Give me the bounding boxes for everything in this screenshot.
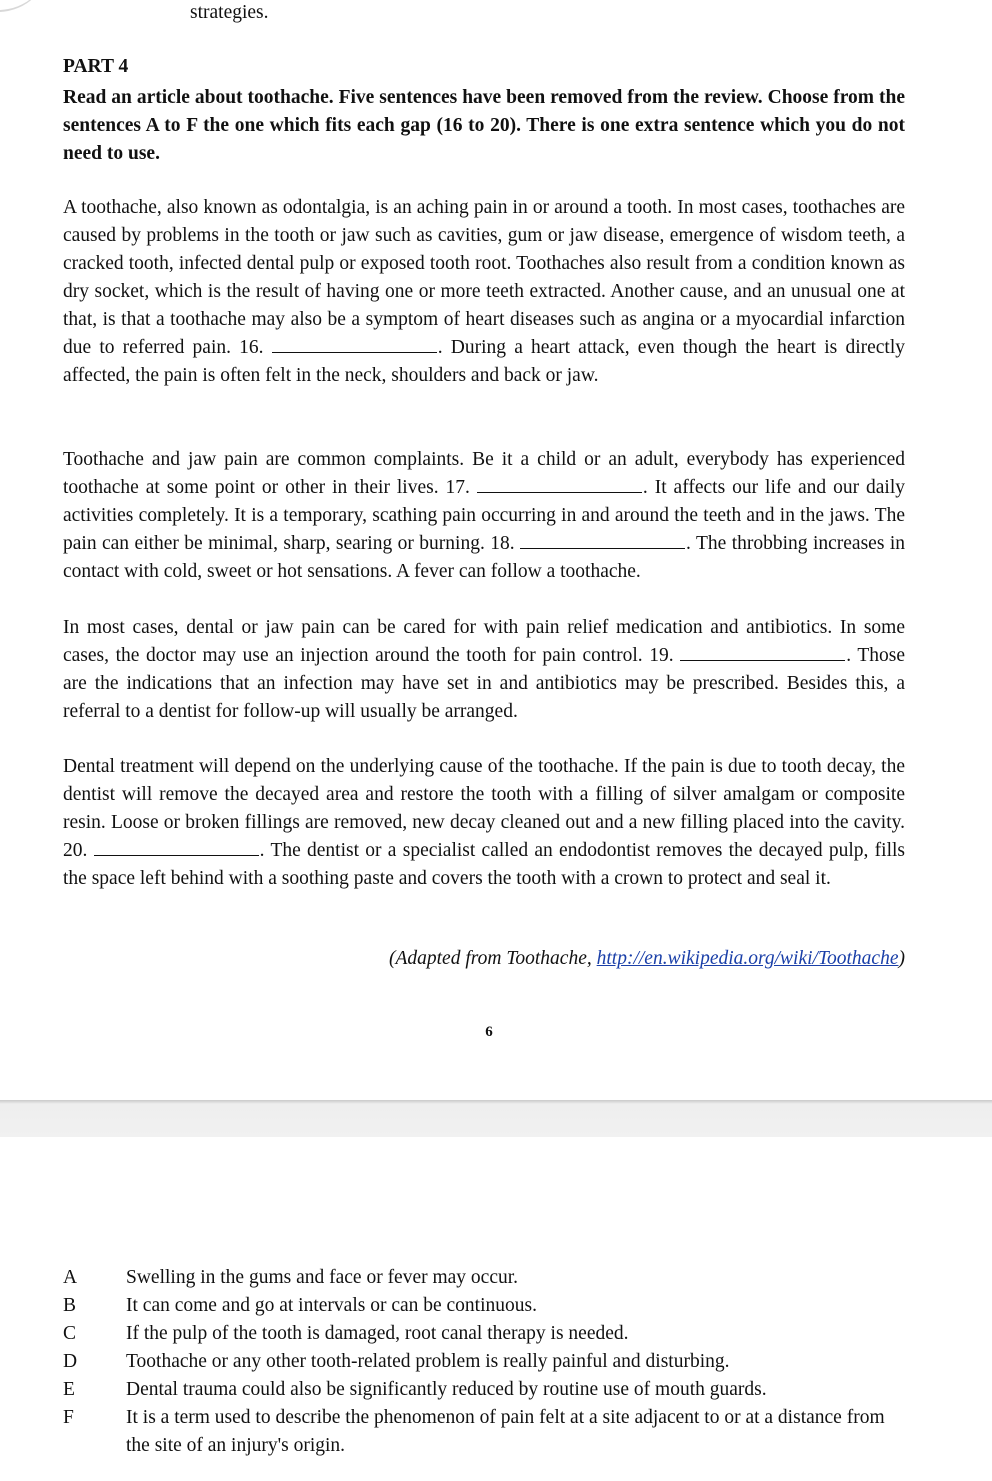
option-letter: C bbox=[63, 1323, 77, 1344]
source-prefix: (Adapted from Toothache, bbox=[388, 948, 597, 969]
option-e bbox=[63, 1376, 905, 1404]
paragraph-3 bbox=[63, 614, 905, 726]
gap-20[interactable] bbox=[94, 854, 259, 856]
option-text: Dental trauma could also be significantly reduced by routine use of mouth guards. bbox=[126, 1379, 767, 1400]
paragraph-2-text-middle: . It affects our life and our daily activities completely. It is a temporary, scathing pain occurring in and around the teeth and in the jaws. The pain can either be minimal, sharp, searing or burning. 18. bbox=[63, 477, 905, 554]
paragraph-2 bbox=[63, 446, 905, 586]
option-text: It can come and go at intervals or can be continuous. bbox=[126, 1295, 537, 1316]
paragraph-4 bbox=[63, 753, 905, 893]
option-text: If the pulp of the tooth is damaged, root canal therapy is needed. bbox=[126, 1323, 629, 1344]
option-letter: D bbox=[63, 1351, 78, 1372]
gap-16[interactable] bbox=[272, 351, 437, 353]
option-text: Toothache or any other tooth-related problem is really painful and disturbing. bbox=[126, 1351, 730, 1372]
previous-page-edge bbox=[0, 0, 50, 12]
gap-17[interactable] bbox=[477, 491, 642, 493]
paragraph-1-text-after: . During a heart attack, even though the heart is directly affected, the pain is often felt in the neck, shoulders and back or jaw. bbox=[63, 337, 906, 386]
option-a bbox=[63, 1264, 905, 1292]
part-title: PART 4 bbox=[63, 56, 129, 77]
previous-text-fragment: strategies. bbox=[190, 2, 269, 23]
paragraph-1-text-before: A toothache, also known as odontalgia, is an aching pain in or around a tooth. In most cases, toothaches are caused by problems in the tooth or jaw such as cavities, gum or jaw disease, emergence of wisdom teeth, a cracked tooth, infected dental pulp or exposed tooth root. Toothaches also result from a condition known as dry socket, which is the result of having one or more teeth extracted. Another cause, and an unusual one at that, is that a toothache may also be a symptom of heart diseases such as angina or a myocardial infarction due to referred pain. 16. bbox=[63, 197, 905, 358]
option-text: Swelling in the gums and face or fever may occur. bbox=[126, 1267, 519, 1288]
paragraph-3-text-before: In most cases, dental or jaw pain can be cared for with pain relief medication and antibiotics. In some cases, the doctor may use an injection around the tooth for pain control. 19. bbox=[63, 617, 905, 666]
option-text: It is a term used to describe the phenomenon of pain felt at a site adjacent to or at a distance from the site of an injury's origin. bbox=[126, 1407, 885, 1456]
source-citation bbox=[389, 948, 905, 970]
paragraph-4-text-after: . The dentist or a specialist called an endodontist removes the decayed pulp, fills the space left behind with a soothing paste and covers the tooth with a crown to protect and seal it. bbox=[63, 840, 906, 889]
option-letter: A bbox=[63, 1267, 78, 1288]
instructions: Read an article about toothache. Five sentences have been removed from the review. Choose from the sentences A to F the one which fits each gap (16 to 20). There is one extra sentence which you do not need to use. bbox=[63, 87, 905, 164]
option-b bbox=[63, 1292, 905, 1320]
option-f bbox=[63, 1404, 905, 1460]
page-separator bbox=[0, 1100, 992, 1137]
gap-19[interactable] bbox=[680, 659, 845, 661]
option-d bbox=[63, 1348, 905, 1376]
page-number: 6 bbox=[485, 1024, 493, 1040]
paragraph-2-text-after: . The throbbing increases in contact with cold, sweet or hot sensations. A fever can follow a toothache. bbox=[63, 533, 906, 582]
option-letter: E bbox=[63, 1379, 75, 1400]
option-c bbox=[63, 1320, 905, 1348]
paragraph-2-text-before: Toothache and jaw pain are common complaints. Be it a child or an adult, everybody has experienced toothache at some point or other in their lives. 17. bbox=[63, 449, 905, 498]
source-suffix: ) bbox=[898, 948, 905, 969]
option-letter: B bbox=[63, 1295, 77, 1316]
gap-18[interactable] bbox=[520, 547, 685, 549]
paragraph-3-text-after: . Those are the indications that an infection may have set in and antibiotics may be prescribed. Besides this, a referral to a dentist for follow-up will usually be arranged. bbox=[63, 645, 905, 722]
option-letter: F bbox=[63, 1407, 74, 1428]
paragraph-4-text-before: Dental treatment will depend on the underlying cause of the toothache. If the pain is due to tooth decay, the dentist will remove the decayed area and restore the tooth with a filling of silver amalgam or composite resin. Loose or broken fillings are removed, new decay cleaned out and a new filling placed into the cavity. 20. bbox=[63, 756, 905, 861]
paragraph-1 bbox=[63, 194, 905, 390]
source-link[interactable]: http://en.wikipedia.org/wiki/Toothache bbox=[596, 948, 899, 969]
options-list bbox=[63, 1264, 905, 1460]
